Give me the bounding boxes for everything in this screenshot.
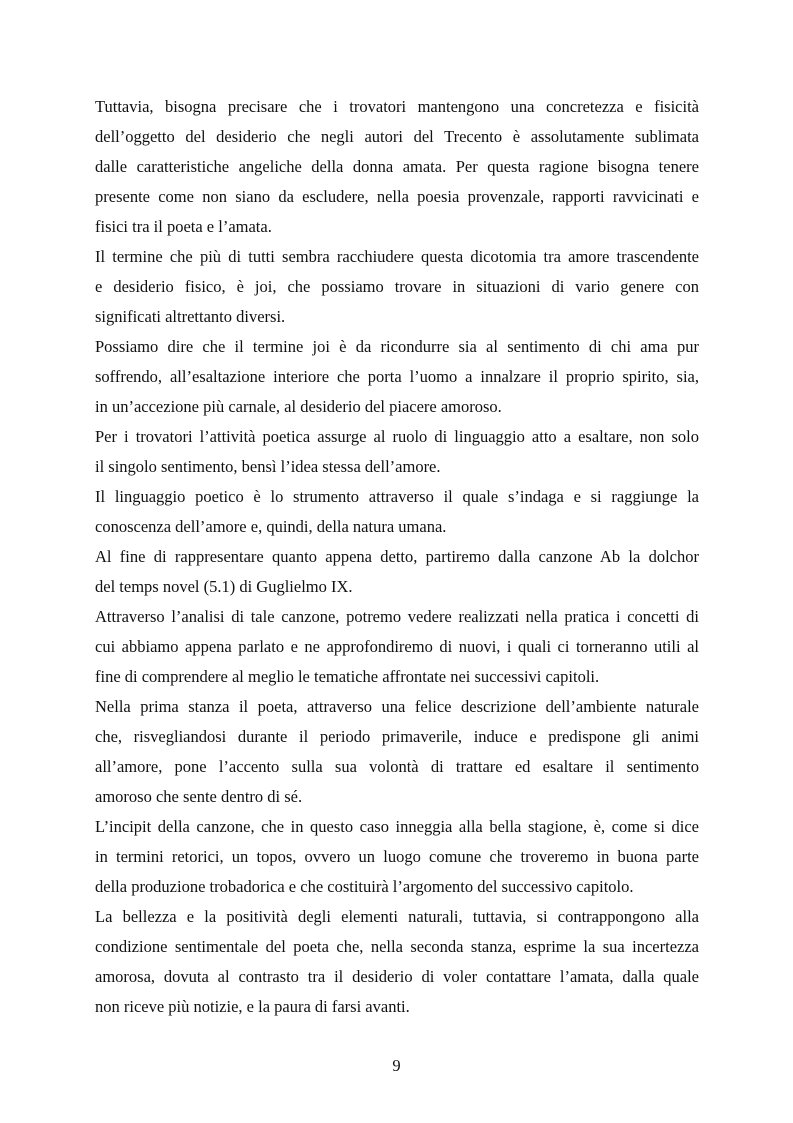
text-line: il singolo sentimento, bensì l’idea stessa dell’amore. (95, 457, 441, 476)
text-line: fine di comprendere al meglio le tematiche affrontate nei successivi capitoli. (95, 667, 600, 686)
text-line: Il termine che più di tutti sembra racchiudere questa dicotomia tra amore trascendente (95, 247, 699, 266)
text-line: amorosa, dovuta al contrasto tra il desiderio di voler contattare l’amata, dalla quale (95, 967, 699, 986)
text-line: cui abbiamo appena parlato e ne approfondiremo di nuovi, i quali ci torneranno utili al (95, 637, 699, 656)
text-line: presente come non siano da escludere, nella poesia provenzale, rapporti ravvicinati e (95, 187, 699, 206)
page-number: 9 (392, 1056, 401, 1075)
text-line: che, risvegliandosi durante il periodo primaverile, induce e predispone gli animi (95, 727, 699, 746)
text-line: Il linguaggio poetico è lo strumento attraverso il quale s’indaga e si raggiunge la (95, 487, 699, 506)
text-line: Nella prima stanza il poeta, attraverso una felice descrizione dell’ambiente naturale (95, 697, 699, 716)
text-line: fisici tra il poeta e l’amata. (95, 217, 272, 236)
text-line: Attraverso l’analisi di tale canzone, potremo vedere realizzati nella pratica i concetti di (95, 607, 699, 626)
text-line: in un’accezione più carnale, al desiderio del piacere amoroso. (95, 397, 502, 416)
text-line: conoscenza dell’amore e, quindi, della natura umana. (95, 517, 447, 536)
text-line: Per i trovatori l’attività poetica assurge al ruolo di linguaggio atto a esaltare, non solo (95, 427, 699, 446)
text-line: in termini retorici, un topos, ovvero un luogo comune che troveremo in buona parte (95, 847, 699, 866)
text-line: significati altrettanto diversi. (95, 307, 286, 326)
text-line: dalle caratteristiche angeliche della donna amata. Per questa ragione bisogna tenere (95, 157, 699, 176)
text-line: Tuttavia, bisogna precisare che i trovatori mantengono una concretezza e fisicità (95, 97, 699, 116)
text-line: Possiamo dire che il termine joi è da ricondurre sia al sentimento di chi ama pur (95, 337, 699, 356)
text-line: La bellezza e la positività degli elementi naturali, tuttavia, si contrappongono alla (95, 907, 699, 926)
text-line: all’amore, pone l’accento sulla sua volontà di trattare ed esaltare il sentimento (95, 757, 699, 776)
text-line: dell’oggetto del desiderio che negli autori del Trecento è assolutamente sublimata (95, 127, 699, 146)
text-line: Al fine di rappresentare quanto appena detto, partiremo dalla canzone Ab la dolchor (95, 547, 699, 566)
text-line: soffrendo, all’esaltazione interiore che porta l’uomo a innalzare il proprio spirito, sia, (95, 367, 699, 386)
text-line: e desiderio fisico, è joi, che possiamo trovare in situazioni di vario genere con (95, 277, 699, 296)
text-line: amoroso che sente dentro di sé. (95, 787, 303, 806)
text-line: del temps novel (5.1) di Guglielmo IX. (95, 577, 353, 596)
body-text (95, 92, 699, 1022)
text-line: non riceve più notizie, e la paura di farsi avanti. (95, 997, 410, 1016)
text-line: condizione sentimentale del poeta che, nella seconda stanza, esprime la sua incertezza (95, 937, 699, 956)
text-line: della produzione trobadorica e che costituirà l’argomento del successivo capitolo. (95, 877, 634, 896)
text-line: L’incipit della canzone, che in questo caso inneggia alla bella stagione, è, come si dice (95, 817, 699, 836)
